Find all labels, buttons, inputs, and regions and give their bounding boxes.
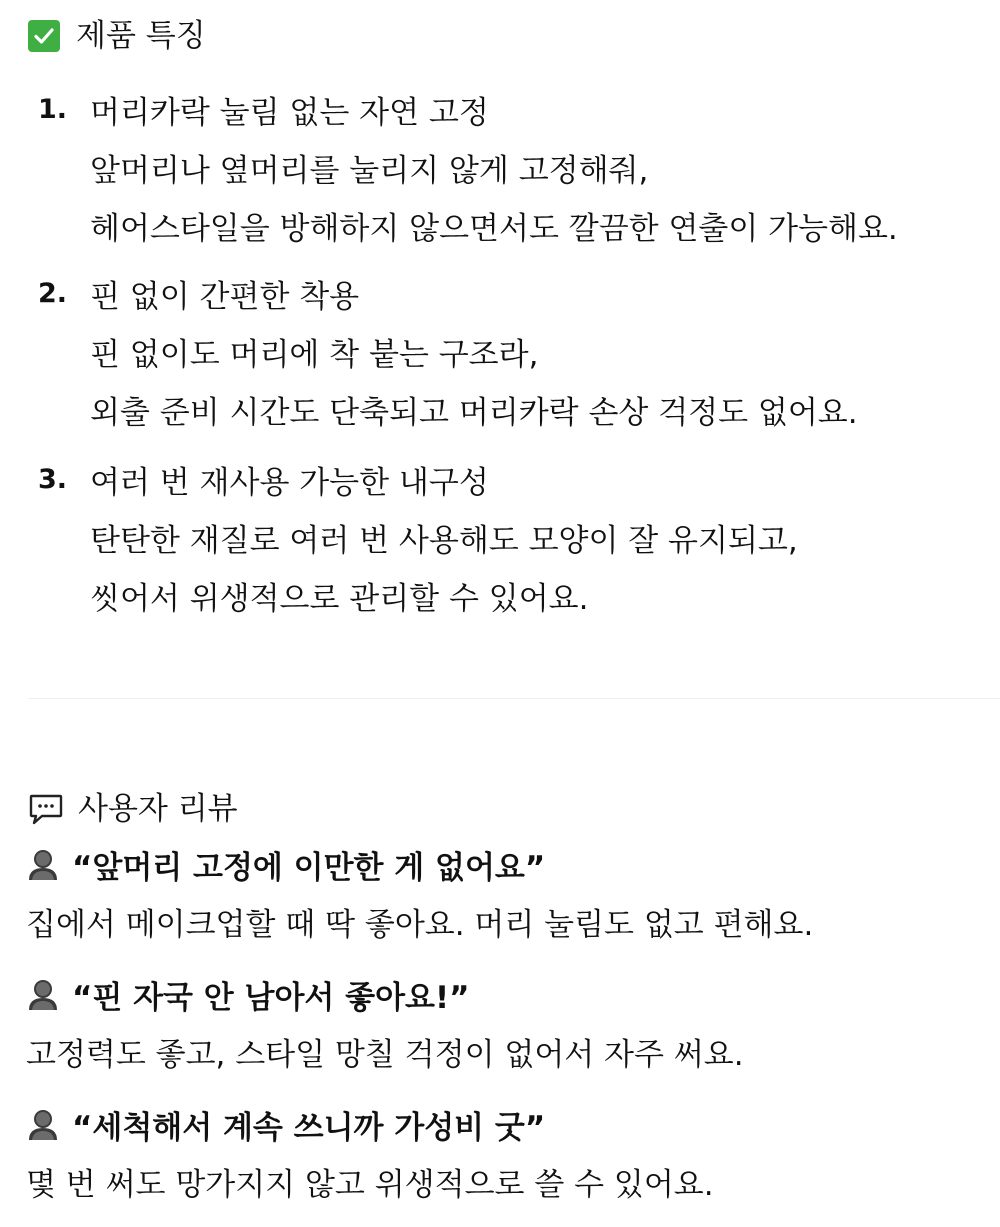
review-quote: “앞머리 고정에 이만한 게 없어요”	[72, 849, 546, 886]
review-text: 집에서 메이크업할 때 딱 좋아요. 머리 눌림도 없고 편해요.	[26, 906, 814, 943]
feature-description-line: 핀 없이도 머리에 착 붙는 구조라,	[90, 336, 539, 373]
feature-description-line: 탄탄한 재질로 여러 번 사용해도 모양이 잘 유지되고,	[90, 522, 798, 559]
feature-title-row	[38, 80, 988, 138]
person-icon	[26, 977, 60, 1011]
review-quote: “핀 자국 안 남아서 좋아요!”	[72, 979, 470, 1016]
person-icon	[26, 847, 60, 881]
features-heading-label: 제품 특징	[76, 17, 206, 54]
section-divider	[28, 698, 1000, 699]
feature-description-line: 씻어서 위생적으로 관리할 수 있어요.	[90, 580, 589, 617]
speech-balloon-icon	[28, 791, 64, 827]
feature-title-row	[38, 450, 988, 508]
review-text: 몇 번 써도 망가지지 않고 위생적으로 쓸 수 있어요.	[26, 1166, 714, 1203]
feature-description-line: 앞머리나 옆머리를 눌리지 않게 고정해줘,	[90, 152, 649, 189]
review-text: 고정력도 좋고, 스타일 망칠 걱정이 없어서 자주 써요.	[26, 1036, 744, 1073]
feature-description-line: 헤어스타일을 방해하지 않으면서도 깔끔한 연출이 가능해요.	[90, 210, 898, 247]
review-quote: “세척해서 계속 쓰니까 가성비 굿”	[72, 1109, 546, 1146]
review-item	[26, 966, 986, 1080]
feature-item	[38, 264, 988, 438]
person-icon	[26, 1107, 60, 1141]
feature-item	[38, 80, 988, 254]
features-heading	[28, 17, 206, 54]
review-item	[26, 1096, 986, 1210]
feature-title: 핀 없이 간편한 착용	[90, 278, 360, 315]
feature-description-line: 외출 준비 시간도 단축되고 머리카락 손상 걱정도 없어요.	[90, 394, 858, 431]
reviews-heading	[28, 791, 238, 827]
feature-item	[38, 450, 988, 624]
check-mark-button-icon	[28, 20, 60, 52]
feature-title: 머리카락 눌림 없는 자연 고정	[90, 94, 489, 131]
review-quote-row	[26, 836, 986, 892]
review-item	[26, 836, 986, 950]
review-quote-row	[26, 966, 986, 1022]
reviews-heading-label: 사용자 리뷰	[78, 790, 238, 827]
feature-number: 2.	[38, 277, 68, 309]
feature-title-row	[38, 264, 988, 322]
feature-number: 1.	[38, 93, 68, 125]
review-quote-row	[26, 1096, 986, 1152]
feature-number: 3.	[38, 463, 68, 495]
feature-title: 여러 번 재사용 가능한 내구성	[90, 464, 489, 501]
